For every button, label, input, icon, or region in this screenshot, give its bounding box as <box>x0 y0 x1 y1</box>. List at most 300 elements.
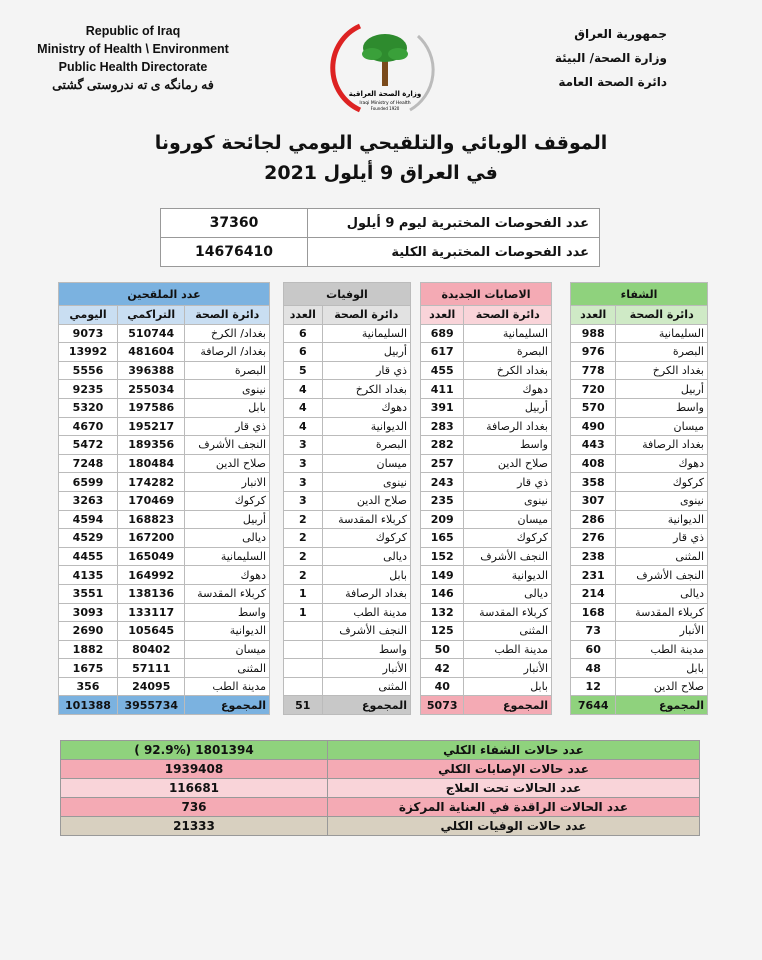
table-row <box>284 324 411 343</box>
table-caption: الوفيات <box>284 283 411 306</box>
cell-value: 105645 <box>117 622 185 641</box>
logo-text-ar: وزارة الصحة العراقية <box>348 90 422 98</box>
table-caption: الشفاء <box>571 283 708 306</box>
cell-value: 9235 <box>59 380 118 399</box>
summary-label: عدد حالات الإصابات الكلي <box>328 760 700 779</box>
dept-name: واسط <box>185 603 270 622</box>
report-title: الموقف الوبائي والتلقيحي اليومي لجائحة كورونا <box>154 132 608 154</box>
cell-value: 12 <box>571 677 616 696</box>
dept-name: المثنى <box>616 547 708 566</box>
total-daily: 101388 <box>59 696 118 715</box>
table-row <box>59 566 270 585</box>
table-row <box>571 529 708 548</box>
dept-name: الديوانية <box>185 622 270 641</box>
dept-name: مدينة الطب <box>464 640 552 659</box>
cell-value: 570 <box>571 398 616 417</box>
dept-name: أربيل <box>185 510 270 529</box>
table-row <box>571 417 708 436</box>
summary-value: 736 <box>61 798 328 817</box>
dept-name: واسط <box>322 640 410 659</box>
total-tests-label: عدد الفحوصات المختبرية الكلية <box>308 238 600 267</box>
dept-name: المثنى <box>322 677 410 696</box>
dept-name: ذي قار <box>464 473 552 492</box>
table-row <box>59 324 270 343</box>
dept-name: نينوى <box>322 473 410 492</box>
dept-name: كربلاء المقدسة <box>616 603 708 622</box>
cell-value: 3093 <box>59 603 118 622</box>
table-row <box>59 547 270 566</box>
cell-value: 13992 <box>59 343 118 362</box>
dept-name: واسط <box>616 398 708 417</box>
cell-value: 4455 <box>59 547 118 566</box>
table-row <box>421 491 552 510</box>
logo-text-founded: Founded 1920 <box>370 106 400 111</box>
dept-name: بغداد الكرخ <box>322 380 410 399</box>
cell-value: 2 <box>284 529 323 548</box>
cell-value: 238 <box>571 547 616 566</box>
table-row <box>59 491 270 510</box>
cell-value: 1 <box>284 584 323 603</box>
cell-value: 490 <box>571 417 616 436</box>
summary-label: عدد الحالات الراقدة في العناية المركزة <box>328 798 700 817</box>
total-count: 7644 <box>571 696 616 715</box>
header-line: جمهورية العراق <box>574 27 667 41</box>
table-row <box>161 209 600 238</box>
col-header: دائرة الصحة <box>616 306 708 325</box>
daily-tests-label: عدد الفحوصات المختبرية ليوم 9 أيلول <box>308 209 600 238</box>
summary-label: عدد حالات الشفاء الكلي <box>328 741 700 760</box>
cell-value: 231 <box>571 566 616 585</box>
daily-tests-value: 37360 <box>161 209 308 238</box>
cell-value: 358 <box>571 473 616 492</box>
table-row <box>284 622 411 641</box>
col-header: العدد <box>421 306 464 325</box>
total-label: المجموع <box>185 696 270 715</box>
header-line: فه رمانگه ی ته ندروستی گشتی <box>52 78 214 92</box>
total-cumulative: 3955734 <box>117 696 185 715</box>
report-date: في العراق 9 أيلول 2021 <box>264 162 498 184</box>
table-row <box>571 566 708 585</box>
dept-name: الأنبار <box>322 659 410 678</box>
dept-name: دهوك <box>322 398 410 417</box>
cell-value: 4529 <box>59 529 118 548</box>
table-row <box>161 238 600 267</box>
summary-row <box>61 741 700 760</box>
cell-value: 5556 <box>59 361 118 380</box>
dept-name: البصرة <box>185 361 270 380</box>
dept-name: النجف الأشرف <box>185 436 270 455</box>
cell-value: 510744 <box>117 324 185 343</box>
cell-value: 286 <box>571 510 616 529</box>
table-row <box>284 677 411 696</box>
dept-name: بغداد/ الرصافة <box>185 343 270 362</box>
deaths-table <box>283 282 411 715</box>
cell-value: 168 <box>571 603 616 622</box>
cell-value: 80402 <box>117 640 185 659</box>
cell-value: 165 <box>421 529 464 548</box>
dept-name: دهوك <box>185 566 270 585</box>
cell-value: 167200 <box>117 529 185 548</box>
recovered-table <box>570 282 708 715</box>
vaccinated-table <box>58 282 270 715</box>
table-row <box>59 529 270 548</box>
cell-value: 5 <box>284 361 323 380</box>
dept-name: كركوك <box>322 529 410 548</box>
dept-name: صلاح الدين <box>185 454 270 473</box>
col-header: دائرة الصحة <box>322 306 410 325</box>
table-row <box>421 622 552 641</box>
cell-value: 7248 <box>59 454 118 473</box>
dept-name: بابل <box>616 659 708 678</box>
table-row <box>59 343 270 362</box>
cell-value: 2690 <box>59 622 118 641</box>
dept-name: البصرة <box>322 436 410 455</box>
cell-value: 720 <box>571 380 616 399</box>
dept-name: ميسان <box>616 417 708 436</box>
table-row <box>284 491 411 510</box>
col-header: التراكمي <box>117 306 185 325</box>
table-row <box>571 380 708 399</box>
cell-value <box>284 622 323 641</box>
table-row <box>284 640 411 659</box>
header-line: دائرة الصحة العامة <box>558 75 667 89</box>
cell-value: 391 <box>421 398 464 417</box>
ministry-logo <box>330 18 440 118</box>
table-row <box>421 324 552 343</box>
cell-value: 164992 <box>117 566 185 585</box>
table-row <box>284 473 411 492</box>
cell-value: 243 <box>421 473 464 492</box>
cell-value: 235 <box>421 491 464 510</box>
header-line: Public Health Directorate <box>58 60 208 74</box>
table-row <box>284 417 411 436</box>
table-row <box>59 603 270 622</box>
table-row <box>571 677 708 696</box>
cell-value: 174282 <box>117 473 185 492</box>
header-english <box>28 22 238 94</box>
table-row <box>59 454 270 473</box>
table-row <box>284 454 411 473</box>
summary-label: عدد حالات الوفيات الكلي <box>328 817 700 836</box>
header-line: وزارة الصحة/ البيئة <box>554 51 667 65</box>
header-line: Ministry of Health \ Environment <box>37 42 229 56</box>
cell-value: 24095 <box>117 677 185 696</box>
cell-value: 4 <box>284 398 323 417</box>
table-row <box>421 510 552 529</box>
table-row <box>59 659 270 678</box>
cell-value: 3551 <box>59 584 118 603</box>
dept-name: النجف الأشرف <box>464 547 552 566</box>
cell-value: 60 <box>571 640 616 659</box>
dept-name: نينوى <box>464 491 552 510</box>
table-row <box>571 491 708 510</box>
table-row <box>59 398 270 417</box>
table-row <box>421 603 552 622</box>
table-row <box>59 417 270 436</box>
dept-name: السليمانية <box>464 324 552 343</box>
col-header: اليومي <box>59 306 118 325</box>
cell-value: 282 <box>421 436 464 455</box>
cell-value <box>284 640 323 659</box>
dept-name: ميسان <box>464 510 552 529</box>
table-row <box>571 510 708 529</box>
table-caption: الاصابات الجديدة <box>421 283 552 306</box>
summary-row <box>61 779 700 798</box>
table-row <box>284 510 411 529</box>
dept-name: نينوى <box>616 491 708 510</box>
table-row <box>571 361 708 380</box>
cell-value: 165049 <box>117 547 185 566</box>
dept-name: ذي قار <box>322 361 410 380</box>
table-row <box>59 361 270 380</box>
dept-name: أربيل <box>464 398 552 417</box>
cell-value: 3 <box>284 436 323 455</box>
dept-name: بغداد الكرخ <box>616 361 708 380</box>
cell-value: 2 <box>284 566 323 585</box>
total-count: 51 <box>284 696 323 715</box>
table-row <box>284 343 411 362</box>
table-row <box>421 659 552 678</box>
dept-name: صلاح الدين <box>464 454 552 473</box>
dept-name: كربلاء المقدسة <box>464 603 552 622</box>
cell-value: 3 <box>284 454 323 473</box>
table-row <box>421 584 552 603</box>
table-row <box>284 566 411 585</box>
cell-value: 5472 <box>59 436 118 455</box>
dept-name: ديالى <box>616 584 708 603</box>
dept-name: بغداد الرصافة <box>322 584 410 603</box>
dept-name: البصرة <box>616 343 708 362</box>
cell-value: 5320 <box>59 398 118 417</box>
table-row <box>59 640 270 659</box>
dept-name: بغداد الرصافة <box>464 417 552 436</box>
cell-value: 617 <box>421 343 464 362</box>
dept-name: بابل <box>322 566 410 585</box>
table-row <box>284 547 411 566</box>
cell-value: 4670 <box>59 417 118 436</box>
summary-value: ( 92.9%) 1801394 <box>61 741 328 760</box>
table-row <box>421 380 552 399</box>
cell-value: 1882 <box>59 640 118 659</box>
table-row <box>284 603 411 622</box>
summary-row <box>61 817 700 836</box>
cell-value: 307 <box>571 491 616 510</box>
cell-value: 455 <box>421 361 464 380</box>
dept-name: الديوانية <box>322 417 410 436</box>
cell-value: 3263 <box>59 491 118 510</box>
cell-value: 276 <box>571 529 616 548</box>
table-row <box>571 324 708 343</box>
table-row <box>571 473 708 492</box>
cell-value: 6 <box>284 343 323 362</box>
dept-name: ذي قار <box>616 529 708 548</box>
cell-value: 209 <box>421 510 464 529</box>
cell-value: 180484 <box>117 454 185 473</box>
table-row <box>571 547 708 566</box>
dept-name: بغداد الكرخ <box>464 361 552 380</box>
new-cases-table <box>420 282 552 715</box>
table-row <box>421 677 552 696</box>
table-row <box>571 622 708 641</box>
tests-table <box>160 208 600 267</box>
cell-value: 48 <box>571 659 616 678</box>
col-header: العدد <box>571 306 616 325</box>
dept-name: ميسان <box>185 640 270 659</box>
summary-value: 1939408 <box>61 760 328 779</box>
dept-name: ديالى <box>322 547 410 566</box>
table-row <box>421 529 552 548</box>
cell-value: 73 <box>571 622 616 641</box>
dept-name: الانبار <box>185 473 270 492</box>
cell-value: 168823 <box>117 510 185 529</box>
dept-name: الأنبار <box>464 659 552 678</box>
table-row <box>284 529 411 548</box>
dept-name: بغداد/ الكرخ <box>185 324 270 343</box>
dept-name: كركوك <box>185 491 270 510</box>
table-row <box>421 343 552 362</box>
table-row <box>421 454 552 473</box>
cell-value: 152 <box>421 547 464 566</box>
dept-name: النجف الأشرف <box>616 566 708 585</box>
table-row <box>59 436 270 455</box>
cell-value <box>284 677 323 696</box>
cell-value: 40 <box>421 677 464 696</box>
table-row <box>59 473 270 492</box>
cell-value: 189356 <box>117 436 185 455</box>
dept-name: أربيل <box>616 380 708 399</box>
cell-value: 778 <box>571 361 616 380</box>
dept-name: بابل <box>464 677 552 696</box>
total-label: المجموع <box>616 696 708 715</box>
cell-value: 149 <box>421 566 464 585</box>
dept-name: النجف الأشرف <box>322 622 410 641</box>
cell-value: 408 <box>571 454 616 473</box>
dept-name: ديالى <box>185 529 270 548</box>
table-row <box>59 380 270 399</box>
cell-value: 50 <box>421 640 464 659</box>
cell-value: 4594 <box>59 510 118 529</box>
table-row <box>571 640 708 659</box>
table-row <box>59 677 270 696</box>
cell-value: 396388 <box>117 361 185 380</box>
table-row <box>284 436 411 455</box>
header-line: Republic of Iraq <box>85 24 181 38</box>
table-caption: عدد الملقحين <box>59 283 270 306</box>
cell-value: 2 <box>284 510 323 529</box>
cell-value: 138136 <box>117 584 185 603</box>
cell-value: 197586 <box>117 398 185 417</box>
dept-name: الديوانية <box>616 510 708 529</box>
dept-name: أربيل <box>322 343 410 362</box>
cell-value: 214 <box>571 584 616 603</box>
cell-value: 170469 <box>117 491 185 510</box>
col-header: دائرة الصحة <box>185 306 270 325</box>
table-row <box>421 566 552 585</box>
table-row <box>571 436 708 455</box>
table-row <box>421 417 552 436</box>
cell-value: 133117 <box>117 603 185 622</box>
dept-name: دهوك <box>464 380 552 399</box>
cell-value: 4135 <box>59 566 118 585</box>
table-row <box>571 659 708 678</box>
table-row <box>284 380 411 399</box>
table-row <box>421 398 552 417</box>
dept-name: كركوك <box>616 473 708 492</box>
total-label: المجموع <box>322 696 410 715</box>
cell-value: 443 <box>571 436 616 455</box>
cell-value: 4 <box>284 417 323 436</box>
cell-value: 1 <box>284 603 323 622</box>
table-row <box>421 547 552 566</box>
dept-name: ميسان <box>322 454 410 473</box>
dept-name: صلاح الدين <box>322 491 410 510</box>
dept-name: صلاح الدين <box>616 677 708 696</box>
dept-name: مدينة الطب <box>322 603 410 622</box>
total-tests-value: 14676410 <box>161 238 308 267</box>
cell-value: 481604 <box>117 343 185 362</box>
dept-name: الديوانية <box>464 566 552 585</box>
table-row <box>571 584 708 603</box>
table-row <box>571 398 708 417</box>
dept-name: نينوى <box>185 380 270 399</box>
table-row <box>571 454 708 473</box>
table-row <box>571 343 708 362</box>
table-row <box>284 361 411 380</box>
cell-value: 3 <box>284 491 323 510</box>
summary-row <box>61 760 700 779</box>
cell-value: 283 <box>421 417 464 436</box>
dept-name: السليمانية <box>322 324 410 343</box>
dept-name: واسط <box>464 436 552 455</box>
dept-name: الأنبار <box>616 622 708 641</box>
cell-value: 4 <box>284 380 323 399</box>
cell-value: 1675 <box>59 659 118 678</box>
table-row <box>284 659 411 678</box>
dept-name: مدينة الطب <box>185 677 270 696</box>
summary-table <box>60 740 700 836</box>
cell-value: 689 <box>421 324 464 343</box>
dept-name: ذي قار <box>185 417 270 436</box>
summary-value: 21333 <box>61 817 328 836</box>
cell-value: 42 <box>421 659 464 678</box>
cell-value: 132 <box>421 603 464 622</box>
dept-name: دهوك <box>616 454 708 473</box>
cell-value <box>284 659 323 678</box>
table-row <box>571 603 708 622</box>
col-header: العدد <box>284 306 323 325</box>
dept-name: السليمانية <box>185 547 270 566</box>
cell-value: 356 <box>59 677 118 696</box>
cell-value: 255034 <box>117 380 185 399</box>
table-row <box>421 640 552 659</box>
col-header: دائرة الصحة <box>464 306 552 325</box>
total-count: 5073 <box>421 696 464 715</box>
table-row <box>59 622 270 641</box>
table-row <box>284 398 411 417</box>
table-row <box>421 361 552 380</box>
cell-value: 2 <box>284 547 323 566</box>
dept-name: مدينة الطب <box>616 640 708 659</box>
table-row <box>59 584 270 603</box>
cell-value: 6599 <box>59 473 118 492</box>
table-row <box>59 510 270 529</box>
total-label: المجموع <box>464 696 552 715</box>
dept-name: بغداد الرصافة <box>616 436 708 455</box>
cell-value: 9073 <box>59 324 118 343</box>
dept-name: كربلاء المقدسة <box>185 584 270 603</box>
table-row <box>421 436 552 455</box>
logo-text-en: Iraqi Ministry of Health <box>359 101 411 106</box>
